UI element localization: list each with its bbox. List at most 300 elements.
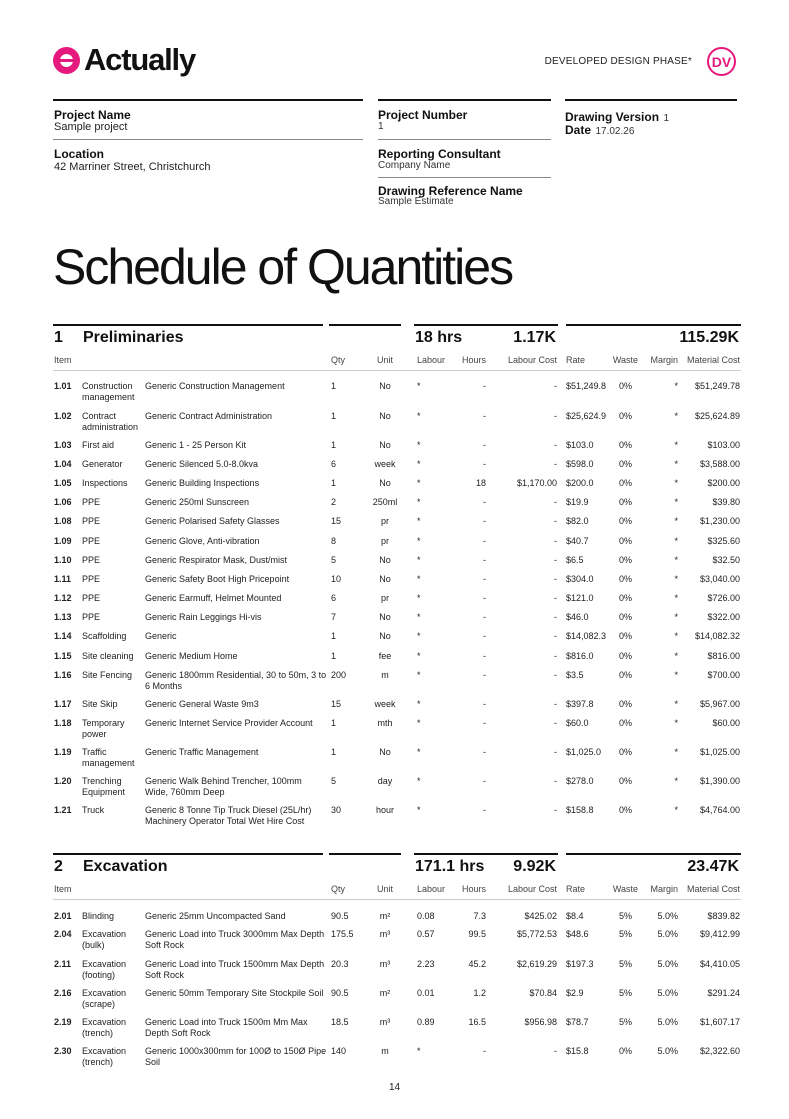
cell-category: Trenching Equipment <box>82 776 126 797</box>
reporting-consultant-label: Reporting Consultant <box>378 147 501 161</box>
cell-item-code: 2.16 <box>54 988 72 998</box>
section-rule <box>53 853 323 855</box>
reporting-consultant: Company Name <box>378 160 451 171</box>
cell-item-code: 1.01 <box>54 381 72 391</box>
section-number: 2 <box>54 858 63 875</box>
section-material-total: 115.29K <box>679 329 739 346</box>
section-hours: 171.1 hrs <box>415 858 485 875</box>
drawing-reference-label: Drawing Reference Name <box>378 184 523 198</box>
cell-hours: - <box>483 631 486 641</box>
cell-labour: * <box>417 440 421 450</box>
cell-labour: * <box>417 555 421 565</box>
cell-description: Generic 250ml Sunscreen <box>145 497 250 507</box>
cell-material-cost: $839.82 <box>707 911 740 921</box>
cell-description: Generic 50mm Temporary Site Stockpile Soil <box>145 988 324 998</box>
cell-hours: - <box>483 574 486 584</box>
cell-margin: * <box>674 593 678 603</box>
cell-item-code: 1.12 <box>54 593 72 603</box>
section-rule <box>53 324 323 326</box>
cell-description: Generic 1000x300mm for 100Ø to 150Ø Pipe Soil <box>145 1046 327 1067</box>
cell-waste: 0% <box>619 1046 633 1056</box>
cell-category: PPE <box>82 555 101 565</box>
cell-material-cost: $1,390.00 <box>699 776 740 786</box>
cell-labour-cost: - <box>554 440 557 450</box>
cell-margin: * <box>674 631 678 641</box>
cell-material-cost: $816.00 <box>707 651 740 661</box>
cell-hours: - <box>483 651 486 661</box>
cell-qty: 15 <box>331 699 342 709</box>
cell-hours: 45.2 <box>468 959 486 969</box>
cell-margin: * <box>674 747 678 757</box>
cell-margin: * <box>674 411 678 421</box>
cell-labour-cost: $5,772.53 <box>516 929 557 939</box>
cell-hours: - <box>483 776 486 786</box>
cell-unit: No <box>379 411 391 421</box>
cell-item-code: 1.06 <box>54 497 72 507</box>
cell-waste: 0% <box>619 718 633 728</box>
cell-material-cost: $4,764.00 <box>699 805 740 815</box>
cell-material-cost: $39.80 <box>712 497 740 507</box>
cell-description: Generic Contract Administration <box>145 411 273 421</box>
cell-labour-cost: - <box>554 516 557 526</box>
cell-margin: 5.0% <box>657 959 678 969</box>
cell-qty: 6 <box>331 593 337 603</box>
cell-hours: 1.2 <box>473 988 486 998</box>
section-rule <box>414 853 558 855</box>
cell-item-code: 1.09 <box>54 536 72 546</box>
cell-labour: * <box>417 776 421 786</box>
cell-labour-cost: - <box>554 381 557 391</box>
cell-unit: m² <box>379 988 391 998</box>
cell-labour: * <box>417 670 421 680</box>
cell-qty: 30 <box>331 805 342 815</box>
cell-material-cost: $322.00 <box>707 612 740 622</box>
column-header-unit: Unit <box>376 884 393 894</box>
cell-category: PPE <box>82 516 101 526</box>
cell-labour: 0.89 <box>417 1017 435 1027</box>
cell-item-code: 1.03 <box>54 440 72 450</box>
cell-qty: 1 <box>331 411 337 421</box>
cell-category: First aid <box>82 440 115 450</box>
cell-category: Excavation (footing) <box>82 959 127 980</box>
column-header-rate: Rate <box>566 355 586 365</box>
cell-waste: 0% <box>619 699 633 709</box>
cell-qty: 1 <box>331 718 337 728</box>
cell-category: Traffic management <box>82 747 135 768</box>
cell-labour: * <box>417 478 421 488</box>
cell-unit: week <box>374 699 396 709</box>
cell-category: PPE <box>82 574 101 584</box>
cell-rate: $78.7 <box>566 1017 589 1027</box>
date-value: 17.02.26 <box>595 126 635 137</box>
cell-unit: No <box>379 440 391 450</box>
cell-qty: 5 <box>331 555 337 565</box>
cell-item-code: 1.11 <box>54 574 72 584</box>
cell-category: Temporary power <box>82 718 125 739</box>
location-label: Location <box>54 147 104 161</box>
cell-waste: 0% <box>619 516 633 526</box>
cell-margin: * <box>674 670 678 680</box>
column-header-mcost: Material Cost <box>686 355 740 365</box>
cell-waste: 0% <box>619 440 633 450</box>
cell-labour-cost: - <box>554 651 557 661</box>
header-divider <box>53 370 741 371</box>
cell-hours: 18 <box>475 478 486 488</box>
cell-margin: * <box>674 459 678 469</box>
cell-labour-cost: - <box>554 411 557 421</box>
cell-waste: 0% <box>619 459 633 469</box>
cell-unit: No <box>379 612 391 622</box>
cell-material-cost: $3,588.00 <box>699 459 740 469</box>
column-header-margin: Margin <box>650 355 678 365</box>
cell-category: Site cleaning <box>82 651 134 661</box>
cell-waste: 5% <box>619 929 633 939</box>
cell-category: Generator <box>82 459 123 469</box>
column-header-item: Item <box>54 884 72 894</box>
cell-labour-cost: - <box>554 805 557 815</box>
cell-qty: 140 <box>331 1046 347 1056</box>
cell-unit: fee <box>378 651 392 661</box>
cell-item-code: 1.04 <box>54 459 72 469</box>
cell-unit: No <box>379 747 391 757</box>
cell-rate: $121.0 <box>566 593 594 603</box>
divider <box>565 99 737 101</box>
cell-waste: 0% <box>619 631 633 641</box>
cell-item-code: 1.21 <box>54 805 72 815</box>
brand-name: Actually <box>84 42 195 77</box>
cell-labour: * <box>417 1046 421 1056</box>
cell-material-cost: $9,412.99 <box>699 929 740 939</box>
logo-mark-icon <box>53 47 80 74</box>
column-header-unit: Unit <box>376 355 393 365</box>
cell-rate: $200.0 <box>566 478 594 488</box>
project-name: Sample project <box>54 121 128 133</box>
cell-qty: 1 <box>331 440 337 450</box>
cell-material-cost: $25,624.89 <box>694 411 740 421</box>
cell-waste: 0% <box>619 381 633 391</box>
cell-material-cost: $200.00 <box>707 478 740 488</box>
cell-labour: * <box>417 631 421 641</box>
cell-material-cost: $32.50 <box>712 555 740 565</box>
cell-unit: m <box>381 1046 389 1056</box>
cell-waste: 0% <box>619 612 633 622</box>
cell-waste: 5% <box>619 911 633 921</box>
cell-labour: * <box>417 699 421 709</box>
section-rule <box>329 324 401 326</box>
cell-material-cost: $1,607.17 <box>699 1017 740 1027</box>
column-header-labour: Labour <box>417 355 446 365</box>
cell-hours: - <box>483 440 486 450</box>
cell-material-cost: $14,082.32 <box>694 631 740 641</box>
cell-waste: 0% <box>619 651 633 661</box>
cell-description: Generic Building Inspections <box>145 478 260 488</box>
column-header-lcost: Labour Cost <box>507 884 557 894</box>
divider <box>378 177 551 178</box>
cell-unit: 250ml <box>372 497 398 507</box>
cell-unit: No <box>379 574 391 584</box>
cell-unit: hour <box>375 805 394 815</box>
cell-description: Generic Respirator Mask, Dust/mist <box>145 555 288 565</box>
cell-qty: 1 <box>331 747 337 757</box>
cell-unit: pr <box>380 593 389 603</box>
cell-description: Generic 1800mm Residential, 30 to 50m, 3 to 6 Months <box>145 670 327 691</box>
cell-description: Generic Internet Service Provider Account <box>145 718 313 728</box>
cell-labour: 0.01 <box>417 988 435 998</box>
divider <box>53 99 363 101</box>
date <box>565 121 634 139</box>
cell-material-cost: $2,322.60 <box>699 1046 740 1056</box>
cell-waste: 0% <box>619 776 633 786</box>
column-header-qty: Qty <box>331 355 346 365</box>
section-material-total: 23.47K <box>687 858 739 875</box>
cell-category: Excavation (trench) <box>82 1017 127 1038</box>
cell-item-code: 2.04 <box>54 929 72 939</box>
cell-description: Generic Construction Management <box>145 381 285 391</box>
cell-margin: * <box>674 612 678 622</box>
cell-labour-cost: - <box>554 776 557 786</box>
cell-qty: 90.5 <box>331 911 349 921</box>
cell-category: Site Fencing <box>82 670 133 680</box>
cell-labour: * <box>417 497 421 507</box>
cell-description: Generic Load into Truck 1500mm Max Depth Soft Rock <box>145 959 325 980</box>
cell-description: Generic Medium Home <box>145 651 238 661</box>
cell-rate: $82.0 <box>566 516 589 526</box>
date-label: Date <box>565 123 592 137</box>
cell-description: Generic Load into Truck 3000mm Max Depth Soft Rock <box>145 929 325 950</box>
cell-category: PPE <box>82 497 101 507</box>
cell-hours: - <box>483 593 486 603</box>
cell-rate: $278.0 <box>566 776 594 786</box>
cell-rate: $46.0 <box>566 612 589 622</box>
cell-waste: 0% <box>619 574 633 584</box>
page-title: Schedule of Quantities <box>53 239 513 295</box>
cell-description: Generic Safety Boot High Pricepoint <box>145 574 290 584</box>
cell-item-code: 1.20 <box>54 776 72 786</box>
cell-material-cost: $291.24 <box>707 988 740 998</box>
phase-badge: DV <box>707 47 736 76</box>
cell-qty: 200 <box>331 670 347 680</box>
cell-hours: - <box>483 411 486 421</box>
cell-item-code: 2.11 <box>54 959 72 969</box>
cell-item-code: 1.13 <box>54 612 72 622</box>
cell-margin: * <box>674 651 678 661</box>
cell-margin: 5.0% <box>657 1017 678 1027</box>
cell-qty: 1 <box>331 651 337 661</box>
cell-description: Generic Traffic Management <box>145 747 259 757</box>
cell-hours: - <box>483 555 486 565</box>
cell-labour-cost: - <box>554 612 557 622</box>
cell-margin: 5.0% <box>657 911 678 921</box>
cell-labour-cost: $2,619.29 <box>516 959 557 969</box>
cell-qty: 6 <box>331 459 337 469</box>
cell-unit: pr <box>380 536 389 546</box>
column-header-labour: Labour <box>417 884 446 894</box>
cell-category: Scaffolding <box>82 631 127 641</box>
cell-labour-cost: - <box>554 718 557 728</box>
cell-margin: * <box>674 555 678 565</box>
column-header-lcost: Labour Cost <box>507 355 557 365</box>
cell-qty: 15 <box>331 516 342 526</box>
cell-category: Excavation (bulk) <box>82 929 127 950</box>
cell-hours: - <box>483 747 486 757</box>
cell-hours: 7.3 <box>473 911 486 921</box>
cell-labour-cost: - <box>554 631 557 641</box>
cell-qty: 1 <box>331 631 337 641</box>
cell-margin: * <box>674 497 678 507</box>
cell-qty: 8 <box>331 536 337 546</box>
cell-description: Generic Silenced 5.0-8.0kva <box>145 459 259 469</box>
cell-qty: 7 <box>331 612 337 622</box>
cell-material-cost: $3,040.00 <box>699 574 740 584</box>
cell-labour-cost: - <box>554 497 557 507</box>
cell-unit: day <box>377 776 393 786</box>
cell-item-code: 1.10 <box>54 555 72 565</box>
cell-category: PPE <box>82 593 101 603</box>
cell-unit: m³ <box>379 929 391 939</box>
cell-labour: * <box>417 574 421 584</box>
cell-waste: 5% <box>619 959 633 969</box>
section-number: 1 <box>54 329 63 346</box>
brand-logo <box>53 42 195 78</box>
cell-item-code: 1.02 <box>54 411 72 421</box>
column-header-waste: Waste <box>612 355 638 365</box>
cell-item-code: 1.18 <box>54 718 72 728</box>
cell-hours: - <box>483 612 486 622</box>
cell-rate: $304.0 <box>566 574 594 584</box>
cell-category: Inspections <box>82 478 128 488</box>
section-labour-total: 1.17K <box>513 329 556 346</box>
cell-margin: * <box>674 776 678 786</box>
cell-waste: 5% <box>619 1017 633 1027</box>
cell-labour-cost: - <box>554 1046 557 1056</box>
cell-hours: - <box>483 497 486 507</box>
cell-margin: 5.0% <box>657 929 678 939</box>
cell-labour-cost: - <box>554 536 557 546</box>
cell-rate: $15.8 <box>566 1046 589 1056</box>
cell-description: Generic 8 Tonne Tip Truck Diesel (25L/hr) Machinery Operator Total Wet Hire Cost <box>145 805 312 826</box>
cell-category: Truck <box>82 805 105 815</box>
cell-qty: 175.5 <box>331 929 354 939</box>
section-rule <box>566 853 741 855</box>
cell-labour-cost: - <box>554 555 557 565</box>
cell-labour-cost: - <box>554 593 557 603</box>
cell-description: Generic 25mm Uncompacted Sand <box>145 911 286 921</box>
cell-unit: m <box>381 670 389 680</box>
section-rule <box>566 324 741 326</box>
column-header-rate: Rate <box>566 884 586 894</box>
cell-labour: * <box>417 516 421 526</box>
cell-labour: * <box>417 747 421 757</box>
cell-margin: * <box>674 440 678 450</box>
cell-labour: * <box>417 612 421 622</box>
cell-item-code: 1.17 <box>54 699 72 709</box>
cell-labour: * <box>417 805 421 815</box>
cell-category: Blinding <box>82 911 115 921</box>
cell-rate: $158.8 <box>566 805 594 815</box>
cell-hours: 16.5 <box>468 1017 486 1027</box>
cell-rate: $598.0 <box>566 459 594 469</box>
cell-labour-cost: $1,170.00 <box>516 478 557 488</box>
cell-description: Generic <box>145 631 177 641</box>
cell-hours: - <box>483 536 486 546</box>
cell-material-cost: $700.00 <box>707 670 740 680</box>
cell-material-cost: $1,230.00 <box>699 516 740 526</box>
cell-margin: * <box>674 718 678 728</box>
cell-unit: mth <box>377 718 393 728</box>
cell-labour: * <box>417 459 421 469</box>
cell-unit: m³ <box>379 959 391 969</box>
cell-waste: 0% <box>619 411 633 421</box>
cell-category: PPE <box>82 612 101 622</box>
cell-margin: * <box>674 478 678 488</box>
cell-labour: * <box>417 411 421 421</box>
cell-hours: - <box>483 459 486 469</box>
cell-labour-cost: - <box>554 670 557 680</box>
cell-margin: * <box>674 699 678 709</box>
cell-rate: $14,082.3 <box>566 631 607 641</box>
column-header-item: Item <box>54 355 72 365</box>
cell-hours: - <box>483 805 486 815</box>
cell-rate: $2.9 <box>566 988 584 998</box>
cell-qty: 1 <box>331 478 337 488</box>
drawing-reference: Sample Estimate <box>378 196 454 207</box>
cell-margin: 5.0% <box>657 1046 678 1056</box>
cell-rate: $25,624.9 <box>566 411 607 421</box>
cell-unit: No <box>379 478 391 488</box>
page-number: 14 <box>388 1082 401 1093</box>
cell-qty: 20.3 <box>331 959 349 969</box>
cell-category: Excavation (trench) <box>82 1046 127 1067</box>
cell-qty: 90.5 <box>331 988 349 998</box>
cell-description: Generic Walk Behind Trencher, 100mm Wide, 760mm Deep <box>145 776 302 797</box>
column-header-waste: Waste <box>612 884 638 894</box>
cell-item-code: 1.16 <box>54 670 72 680</box>
cell-material-cost: $1,025.00 <box>699 747 740 757</box>
section-hours: 18 hrs <box>415 329 463 346</box>
drawing-version-label: Drawing Version <box>565 110 660 124</box>
cell-material-cost: $51,249.78 <box>694 381 740 391</box>
cell-labour-cost: - <box>554 747 557 757</box>
cell-hours: - <box>483 381 486 391</box>
cell-labour-cost: $70.84 <box>529 988 557 998</box>
cell-labour: 2.23 <box>417 959 435 969</box>
cell-rate: $103.0 <box>566 440 594 450</box>
cell-labour: 0.57 <box>417 929 435 939</box>
cell-description: Generic Load into Truck 1500m Mm Max Depth Soft Rock <box>145 1017 308 1038</box>
cell-margin: * <box>674 574 678 584</box>
cell-margin: * <box>674 516 678 526</box>
cell-labour: 0.08 <box>417 911 435 921</box>
column-header-hours: Hours <box>461 355 486 365</box>
cell-labour: * <box>417 651 421 661</box>
cell-waste: 0% <box>619 497 633 507</box>
cell-margin: * <box>674 805 678 815</box>
cell-hours: - <box>483 670 486 680</box>
cell-hours: - <box>483 516 486 526</box>
cell-hours: - <box>483 699 486 709</box>
cell-waste: 0% <box>619 805 633 815</box>
cell-waste: 5% <box>619 988 633 998</box>
cell-material-cost: $726.00 <box>707 593 740 603</box>
cell-rate: $19.9 <box>566 497 589 507</box>
cell-item-code: 1.05 <box>54 478 72 488</box>
section-rule <box>414 324 558 326</box>
cell-item-code: 2.30 <box>54 1046 72 1056</box>
cell-hours: - <box>483 718 486 728</box>
cell-rate: $1,025.0 <box>566 747 602 757</box>
cell-unit: No <box>379 555 391 565</box>
cell-description: Generic Rain Leggings Hi-vis <box>145 612 262 622</box>
